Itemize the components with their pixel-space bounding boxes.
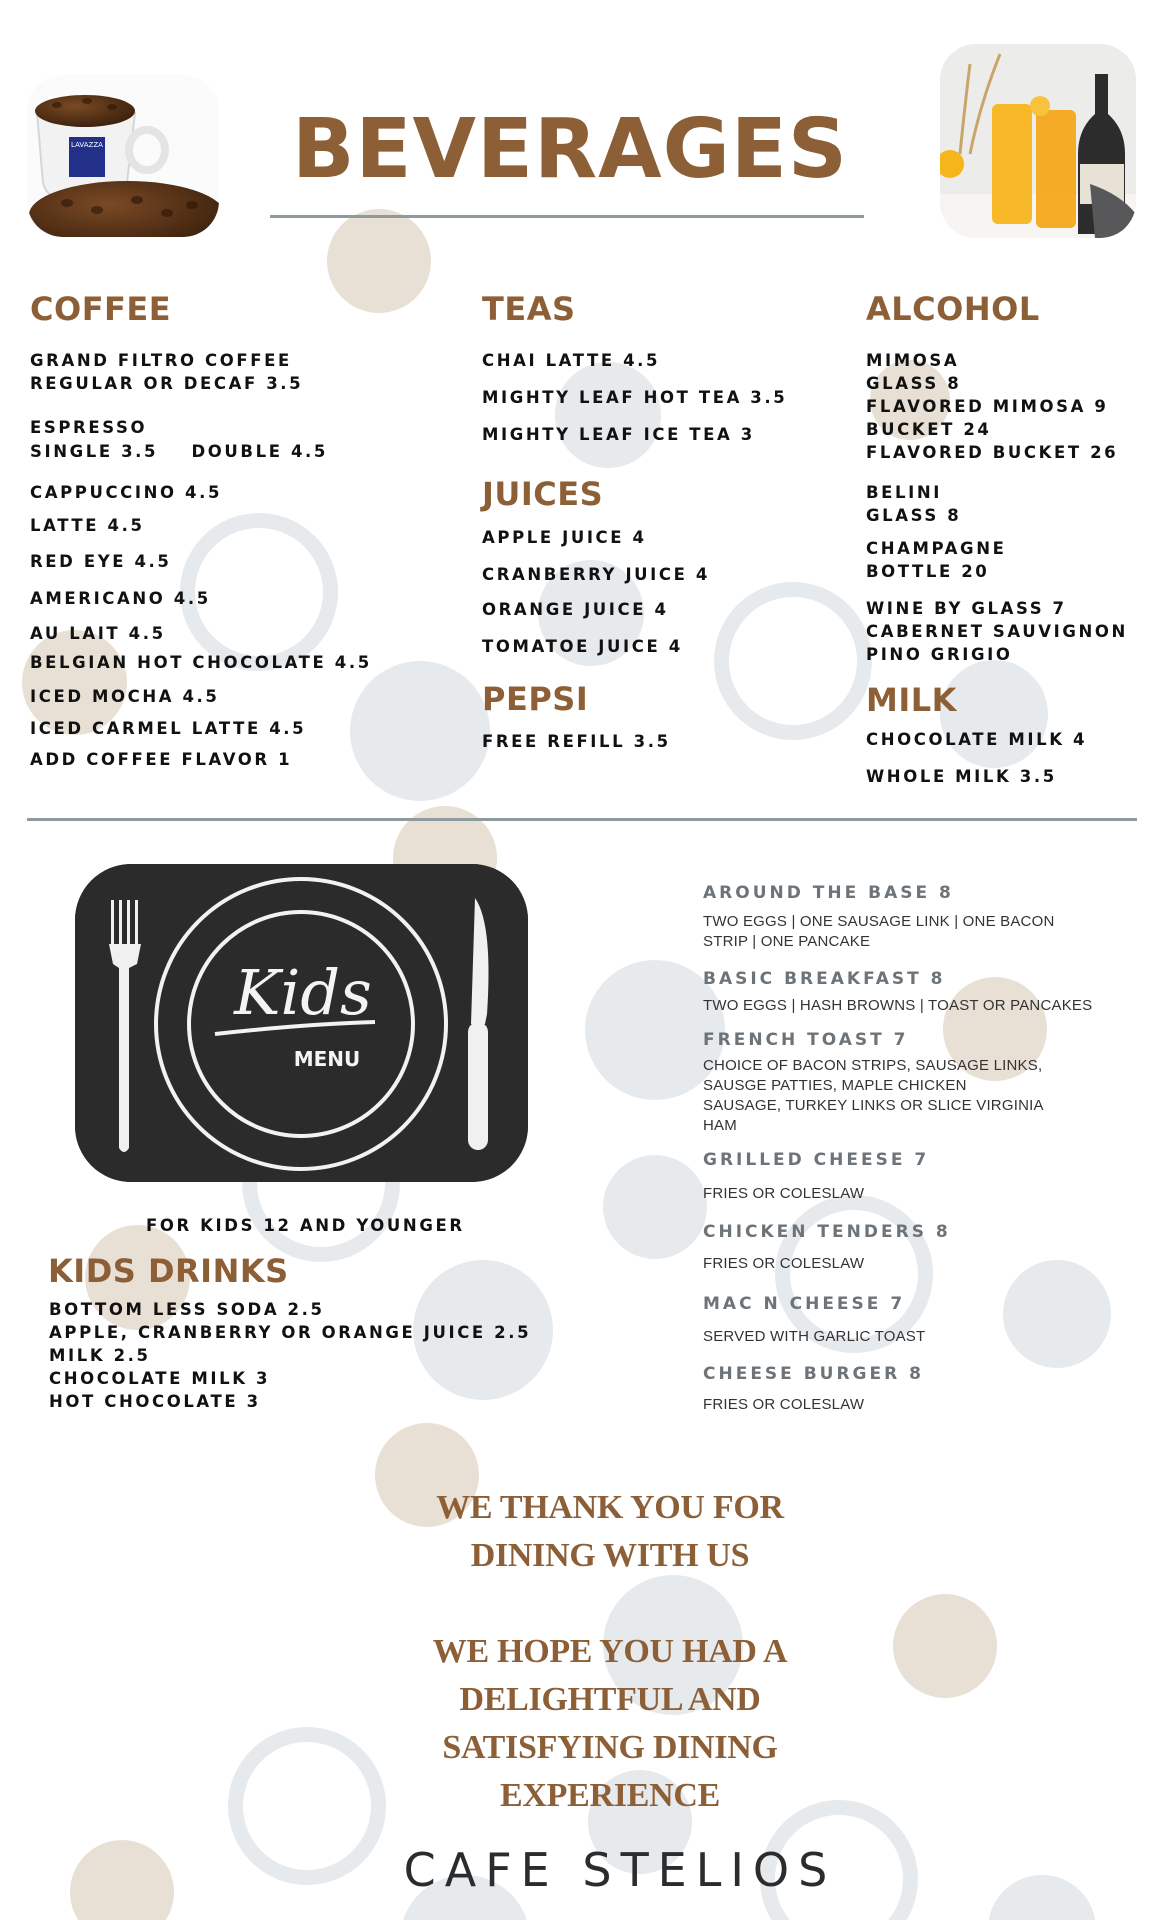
decor-circle <box>70 1840 174 1920</box>
kids-age-note: FOR KIDS 12 AND YOUNGER <box>146 1216 465 1235</box>
kids-menu-item-name: GRILLED CHEESE 7 <box>703 1150 930 1170</box>
alcohol-item: BUCKET 24 <box>866 420 992 439</box>
decor-circle <box>988 1875 1096 1920</box>
page-title: BEVERAGES <box>292 102 848 197</box>
kids-drinks-heading: KIDS DRINKS <box>48 1252 289 1290</box>
juice-item: APPLE JUICE 4 <box>482 528 647 547</box>
lavazza-label: LAVAZZA <box>71 141 103 149</box>
coffee-item: AU LAIT 4.5 <box>30 624 166 643</box>
alcohol-item: FLAVORED BUCKET 26 <box>866 443 1119 462</box>
kids-menu-item-name: AROUND THE BASE 8 <box>703 883 954 903</box>
coffee-item: RED EYE 4.5 <box>30 552 172 571</box>
kids-menu-item-desc: TWO EGGS | ONE SAUSAGE LINK | ONE BACON STRIP | ONE PANCAKE <box>703 913 1055 950</box>
decor-circle <box>327 209 431 313</box>
kids-menu-item-desc: FRIES OR COLESLAW <box>703 1185 865 1202</box>
kids-menu-item-desc: TWO EGGS | HASH BROWNS | TOAST OR PANCAKES <box>703 997 1093 1014</box>
teas-heading: TEAS <box>482 290 576 328</box>
hope-line: WE HOPE YOU HAD A <box>432 1633 788 1670</box>
kids-drink-item: APPLE, CRANBERRY OR ORANGE JUICE 2.5 <box>49 1323 532 1342</box>
tea-item: MIGHTY LEAF HOT TEA 3.5 <box>482 388 788 407</box>
coffee-item: REGULAR OR DECAF 3.5 <box>30 374 304 393</box>
tea-item: CHAI LATTE 4.5 <box>482 351 661 370</box>
milk-item: WHOLE MILK 3.5 <box>866 767 1057 786</box>
section-divider <box>27 818 1137 821</box>
alcohol-item: CHAMPAGNE <box>866 539 1007 558</box>
alcohol-item: CABERNET SAUVIGNON <box>866 622 1128 641</box>
decor-ring <box>714 582 872 740</box>
coffee-item: ICED MOCHA 4.5 <box>30 687 220 706</box>
kids-menu-item-desc: FRIES OR COLESLAW <box>703 1396 865 1413</box>
pepsi-heading: PEPSI <box>482 680 589 718</box>
coffee-item: BELGIAN HOT CHOCOLATE 4.5 <box>30 653 372 672</box>
kids-menu-item-name: BASIC BREAKFAST 8 <box>703 969 946 989</box>
coffee-item: LATTE 4.5 <box>30 516 145 535</box>
juice-item: ORANGE JUICE 4 <box>482 600 669 619</box>
milk-heading: MILK <box>866 681 957 719</box>
kids-menu-item-desc: FRIES OR COLESLAW <box>703 1255 865 1272</box>
coffee-item: ICED CARMEL LATTE 4.5 <box>30 719 307 738</box>
coffee-item: GRAND FILTRO COFFEE <box>30 351 292 370</box>
kids-menu-item-desc: CHOICE OF BACON STRIPS, SAUSAGE LINKS, SAUSGE PATTIES, MAPLE CHICKEN SAUSAGE, TURKEY LINKS OR SLICE VIRGINIA HAM <box>703 1057 1043 1134</box>
alcohol-item: FLAVORED MIMOSA 9 <box>866 397 1109 416</box>
kids-drink-item: CHOCOLATE MILK 3 <box>49 1369 271 1388</box>
alcohol-item: WINE BY GLASS 7 <box>866 599 1067 618</box>
juices-heading: JUICES <box>482 475 604 513</box>
decor-circle <box>893 1594 997 1698</box>
coffee-item: ADD COFFEE FLAVOR 1 <box>30 750 293 769</box>
decor-circle <box>603 1155 707 1259</box>
alcohol-item: GLASS 8 <box>866 374 962 393</box>
coffee-item: SINGLE 3.5 DOUBLE 4.5 <box>30 442 328 461</box>
juice-item: TOMATOE JUICE 4 <box>482 637 683 656</box>
alcohol-item: BELINI <box>866 483 943 502</box>
mimosa-photo <box>940 44 1136 238</box>
cafe-name: CAFE STELIOS <box>403 1843 837 1897</box>
alcohol-item: GLASS 8 <box>866 506 962 525</box>
hope-line: SATISFYING DINING <box>442 1729 778 1766</box>
thanks-line: DINING WITH US <box>470 1537 750 1574</box>
title-underline <box>270 215 864 218</box>
hope-line: EXPERIENCE <box>500 1777 720 1814</box>
coffee-item: CAPPUCCINO 4.5 <box>30 483 223 502</box>
kids-image-subtitle: MENU <box>293 1047 361 1071</box>
kids-drink-item: BOTTOM LESS SODA 2.5 <box>49 1300 325 1319</box>
kids-menu-image <box>75 864 528 1182</box>
alcohol-item: PINO GRIGIO <box>866 645 1013 664</box>
pepsi-item: FREE REFILL 3.5 <box>482 732 671 751</box>
kids-menu-item-name: CHICKEN TENDERS 8 <box>703 1222 951 1242</box>
decor-circle <box>1003 1260 1111 1368</box>
juice-item: CRANBERRY JUICE 4 <box>482 565 710 584</box>
kids-menu-item-name: CHEESE BURGER 8 <box>703 1364 924 1384</box>
kids-drink-item: MILK 2.5 <box>49 1346 151 1365</box>
kids-image-title: Kids <box>234 956 372 1029</box>
thanks-line: WE THANK YOU FOR <box>436 1489 784 1526</box>
coffee-item: ESPRESSO <box>30 418 148 437</box>
kids-menu-item-desc: SERVED WITH GARLIC TOAST <box>703 1328 926 1345</box>
milk-item: CHOCOLATE MILK 4 <box>866 730 1088 749</box>
decor-circle <box>555 362 661 468</box>
hope-line: DELIGHTFUL AND <box>459 1681 761 1718</box>
alcohol-heading: ALCOHOL <box>866 290 1040 328</box>
coffee-heading: COFFEE <box>30 290 172 328</box>
alcohol-item: BOTTLE 20 <box>866 562 990 581</box>
kids-menu-item-name: FRENCH TOAST 7 <box>703 1030 909 1050</box>
alcohol-item: MIMOSA <box>866 351 960 370</box>
coffee-item: AMERICANO 4.5 <box>30 589 211 608</box>
kids-drink-item: HOT CHOCOLATE 3 <box>49 1392 261 1411</box>
kids-menu-item-name: MAC N CHEESE 7 <box>703 1294 906 1314</box>
tea-item: MIGHTY LEAF ICE TEA 3 <box>482 425 755 444</box>
coffee-beans-photo <box>27 75 219 237</box>
decor-circle <box>350 661 490 801</box>
